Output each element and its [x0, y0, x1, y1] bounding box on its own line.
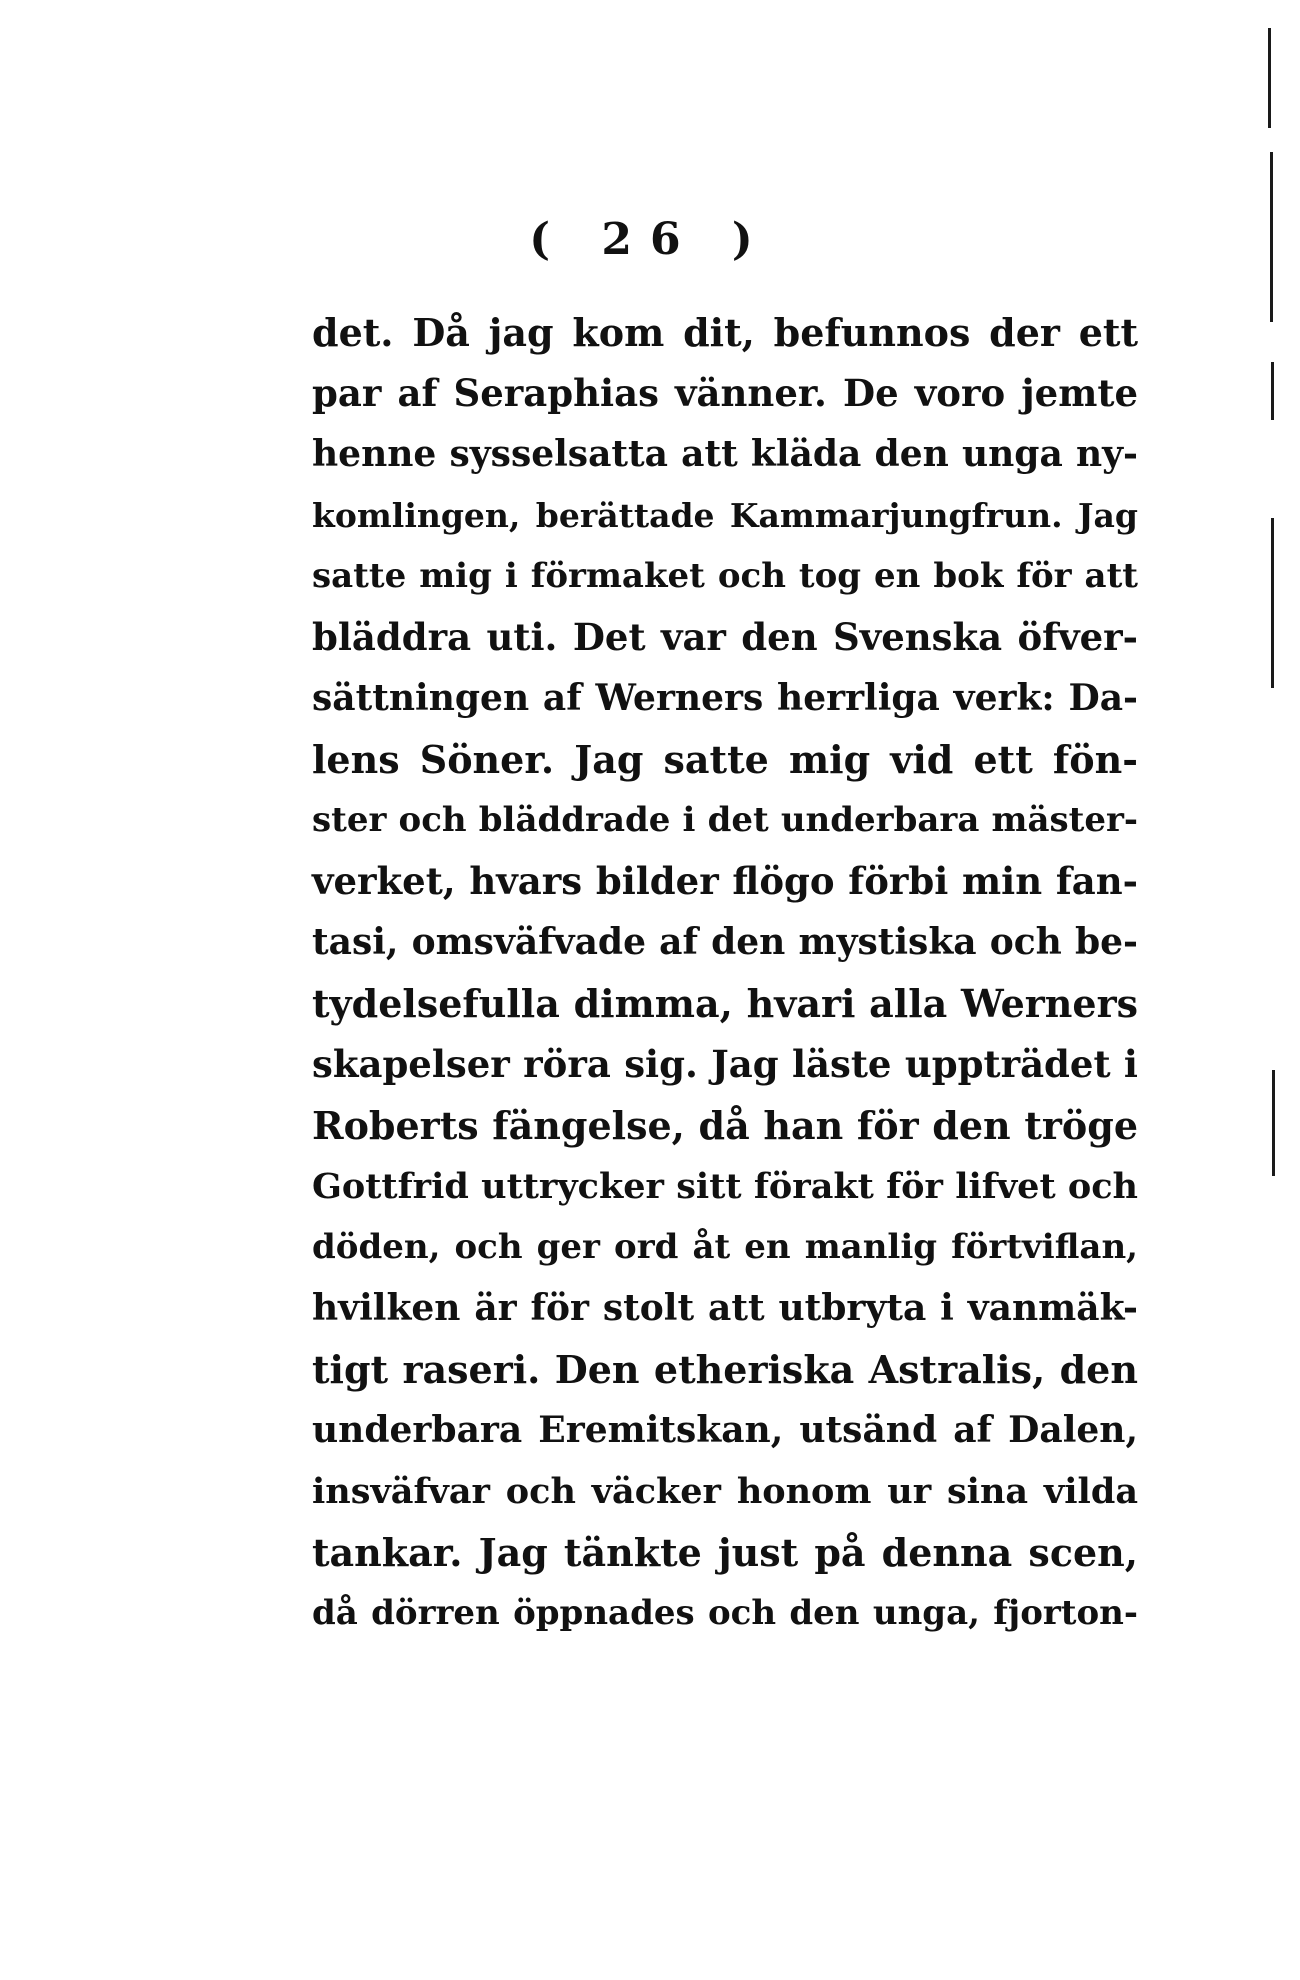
text-line: då dörren öppnades och den unga, fjorton- — [312, 1593, 1138, 1633]
text-line: par af Seraphias vänner. De voro jemte — [312, 371, 1138, 415]
text-line: tydelsefulla dimma, hvari alla Werners — [312, 981, 1138, 1026]
text-line: insväfvar och väcker honom ur sina vilda — [312, 1471, 1138, 1512]
text-line: skapelser röra sig. Jag läste uppträdet i — [312, 1042, 1138, 1086]
text-line: tankar. Jag tänkte just på denna scen, — [312, 1530, 1138, 1575]
text-line: sättningen af Werners herrliga verk: Da- — [312, 677, 1138, 719]
text-line: satte mig i förmaket och tog en bok för att — [312, 556, 1138, 596]
body-text — [312, 302, 1138, 1644]
text-line: det. Då jag kom dit, befunnos der ett — [312, 310, 1138, 355]
text-line: ster och bläddrade i det underbara mäster- — [312, 800, 1138, 840]
text-line: komlingen, berättade Kammarjungfrun. Jag — [312, 496, 1138, 535]
scan-edge-mark — [1270, 152, 1273, 322]
scan-edge-mark — [1271, 362, 1274, 420]
page-number: ( 26 ) — [529, 214, 771, 265]
text-line: Roberts fängelse, då han för den tröge — [312, 1103, 1138, 1148]
text-line: underbara Eremitskan, utsänd af Dalen, — [312, 1409, 1138, 1451]
text-line: bläddra uti. Det var den Svenska öfver- — [312, 615, 1138, 659]
text-line: Gottfrid uttrycker sitt förakt för lifvet och — [312, 1166, 1138, 1207]
text-line: henne sysselsatta att kläda den unga ny- — [312, 433, 1138, 475]
text-line: tasi, omsväfvade af den mystiska och be- — [312, 921, 1138, 963]
text-line: lens Söner. Jag satte mig vid ett fön- — [312, 737, 1138, 782]
text-line: verket, hvars bilder flögo förbi min fan- — [312, 859, 1138, 903]
scan-edge-mark — [1272, 1070, 1275, 1176]
text-line: döden, och ger ord åt en manlig förtviflan, — [312, 1227, 1138, 1267]
text-line: hvilken är för stolt att utbryta i vanmäk- — [312, 1287, 1138, 1329]
scan-edge-mark — [1271, 518, 1274, 688]
scan-edge-mark — [1268, 28, 1271, 128]
text-line: tigt raseri. Den etheriska Astralis, den — [312, 1347, 1138, 1392]
